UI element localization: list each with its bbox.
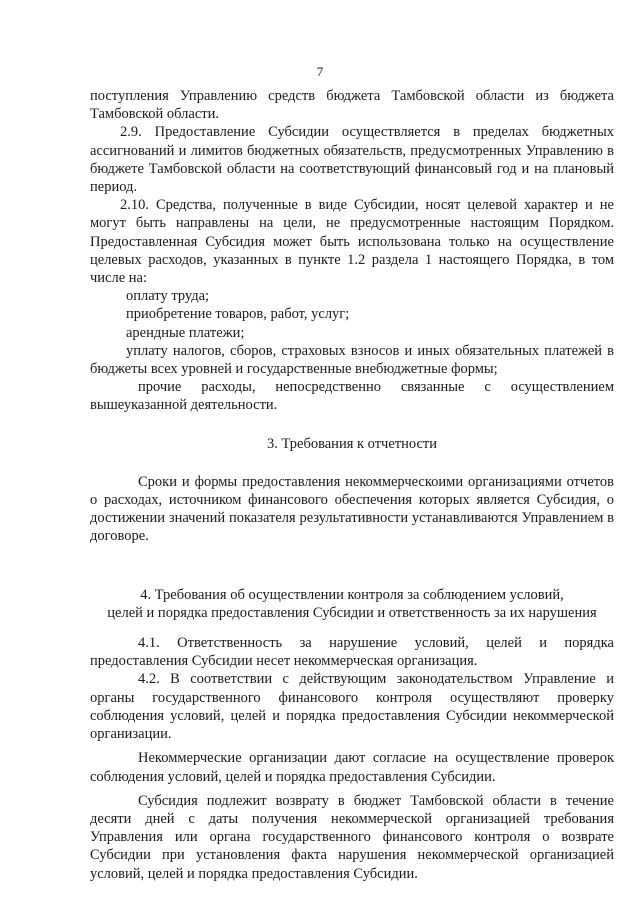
list-item-taxes: уплату налогов, сборов, страховых взносов и иных обязательных платежей в бюджеты всех уровней и государственные внебюджетные формы; (90, 342, 614, 378)
paragraph-consent: Некоммерческие организации дают согласие на осуществление проверок соблюдения условий, целей и порядка предоставления Субсидии. (90, 750, 614, 785)
paragraph-continuation: поступления Управлению средств бюджета Тамбовской области из бюджета Тамбовской области. (90, 88, 614, 123)
paragraph-4-1: 4.1. Ответственность за нарушение условий, целей и порядка предоставления Субсидии несет некоммерческая организация. (90, 635, 614, 670)
paragraph-refund: Субсидия подлежит возврату в бюджет Тамбовской области в течение десяти дней с даты получения некоммерческой организацией требования Управления или органа государственного финансового контроля о возврате Субсидии при установления факта нарушения некоммерческой организацией условий, целей и порядка предоставления Субсидии. (90, 792, 614, 882)
section-3-paragraph: Сроки и формы предоставления некоммерческоими организациями отчетов о расходах, источником финансового обеспечения которых является Субсидия, о достижении значений показателя результативности устанавливаются Управлением в договоре. (90, 473, 614, 545)
list-item: приобретение товаров, работ, услуг; (126, 306, 350, 323)
paragraph-2-10: 2.10. Средства, полученные в виде Субсидии, носят целевой характер и не могут быть направлены на цели, не предусмотренные настоящим Порядком. Предоставленная Субсидия может быть использована только на осуществление целевых расходов, указанных в пункте 1.2 раздела 1 настоящего Порядка, в том числе на: (90, 197, 614, 287)
section-4-title-line2: целей и порядка предоставления Субсидии и ответственность за их нарушения (107, 604, 597, 621)
list-item-other: прочие расходы, непосредственно связанные с осуществлением вышеуказанной деятельности. (90, 379, 614, 414)
list-item: арендные платежи; (126, 324, 245, 341)
paragraph-2-9: 2.9. Предоставление Субсидии осуществляется в пределах бюджетных ассигнований и лимитов бюджетных обязательств, предусмотренных Управлению в бюджете Тамбовской области на соответствующий финансовый год и на плановый период. (90, 124, 614, 196)
paragraph-4-2: 4.2. В соответствии с действующим законодательством Управление и органы государственного финансового контроля осуществляют проверку соблюдения условий, целей и порядка предоставления Субсидии некоммерческой организации. (90, 671, 614, 743)
list-item: оплату труда; (126, 288, 210, 305)
document-body (90, 87, 614, 883)
section-4-title-line1: 4. Требования об осуществлении контроля за соблюдением условий, (140, 586, 564, 603)
section-3-title: 3. Требования к отчетности (266, 435, 438, 452)
page-number: 7 (316, 64, 324, 79)
